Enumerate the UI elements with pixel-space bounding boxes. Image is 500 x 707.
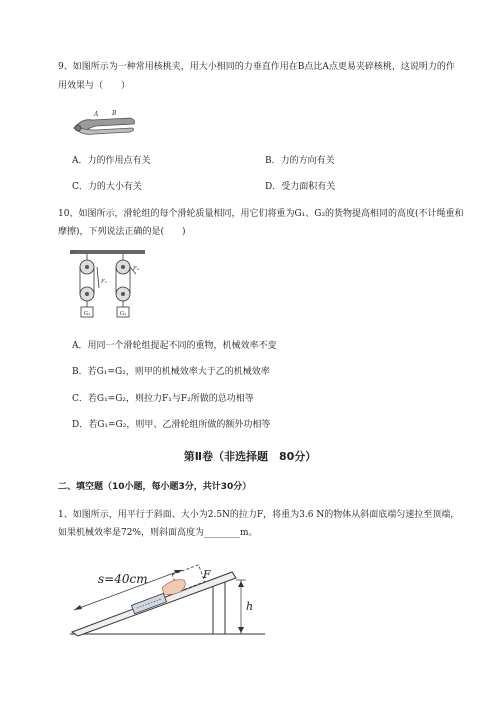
q9-option-a: A．力的作用点有关 [72,156,151,166]
pulley-label-f1: F₁ [101,279,108,285]
fq1-stem-line2: 如果机械效率是72%，则斜面高度为________m。 [58,528,258,538]
section2-heading: 二、填空题（10小题，每小题3分，共计30分） [58,482,252,492]
q10-option-c: C．若G₁=G₂，则拉力F₁与F₂所做的总功相等 [72,394,254,404]
incline-figure [60,548,270,638]
pulley-label-g2: G₂ [119,311,127,317]
pulley-label-f2: F₂ [133,266,140,272]
q9-option-d: D．受力面积有关 [265,182,336,192]
q10-option-d: D．若G₁=G₂，则甲、乙滑轮组所做的额外功相等 [72,420,271,430]
q9-option-b: B．力的方向有关 [265,156,335,166]
q10-option-b: B．若G₁=G₂，则甲的机械效率大于乙的机械效率 [72,367,270,377]
q9-stem-line2: 用效果与（ ） [58,81,131,91]
q10-stem-line2: 摩擦)，下列说法正确的是( ) [58,227,186,237]
q9-option-c: C．力的大小有关 [72,182,142,192]
pulley-label-g1: G₁ [83,311,91,317]
nutcracker-figure [70,106,140,142]
q10-option-a: A．用同一个滑轮组提起不同的重物，机械效率不变 [72,341,277,351]
q9-stem-line1: 9、如图所示为一种常用核桃夹，用大小相同的力垂直作用在B点比A点更易夹碎核桃，这说明力的作 [58,62,455,72]
incline-label-f: F [203,568,211,581]
nutcracker-label-a: A [94,111,99,118]
incline-label-s: s=40cm [98,572,148,586]
part2-title: 第Ⅱ卷（非选择题 80分） [183,450,317,463]
fq1-stem-line1: 1、如图所示，用平行于斜面、大小为2.5N的拉力F，将重为3.6 N的物体从斜面底端匀速拉至顶端， [58,510,460,520]
pulley-figure [70,250,145,325]
incline-label-h: h [246,600,254,613]
q10-stem-line1: 10、如图所示，滑轮组的每个滑轮质量相同，用它们将重为G₁、G₂的货物提高相同的高度(不计绳重和 [58,209,464,219]
nutcracker-label-b: B [112,110,117,117]
